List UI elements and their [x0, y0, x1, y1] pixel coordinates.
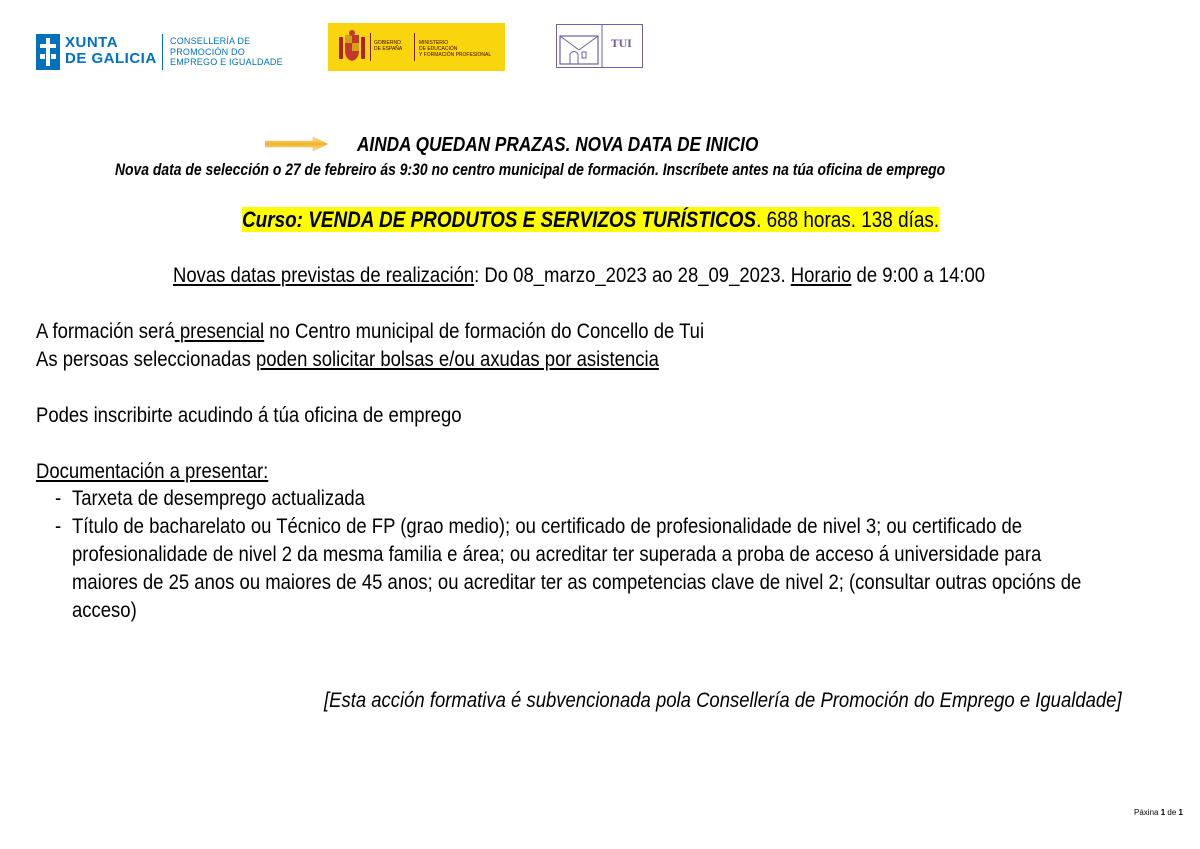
list-item [72, 484, 365, 512]
dates-line [173, 263, 985, 288]
ministerio-text [419, 40, 491, 58]
list-item-line: acceso) [72, 598, 137, 622]
conselleria-line-2: PROMOCIÓN DO [170, 46, 245, 57]
info-line-presencial [36, 319, 704, 344]
ministerio-line-3: Y FORMACIÓN PROFESIONAL [419, 52, 492, 58]
horario-value: de 9:00 a 14:00 [851, 263, 986, 287]
notice-subtitle: Nova data de selección o 27 de febreiro ás 9:30 no centro municipal de formación. Inscríbete antes na túa oficina de emprego [115, 161, 946, 179]
page-prefix: Páxina [1134, 808, 1161, 817]
gobierno-line-1: GOBIERNO [374, 40, 401, 46]
info-line1-b: presencial [174, 319, 265, 343]
page-total: 1 [1178, 808, 1183, 817]
page-number [1134, 808, 1183, 817]
notice-title: AINDA QUEDAN PRAZAS. NOVA DATA DE INICIO [357, 134, 759, 156]
conselleria-logo-text [170, 36, 283, 68]
list-item [72, 512, 1081, 624]
info-line-bolsas [36, 347, 659, 372]
list-item-line: maiores de 25 anos ou maiores de 45 anos; ou acreditar ter as competencias clave de nivel 2; (consultar outras opcións de [72, 570, 1082, 594]
list-item-line: profesionalidade de nivel 2 da mesma familia e área; ou acreditar ter superada a proba de acceso á universidade para [72, 542, 1042, 566]
conselleria-line-1: CONSELLERÍA DE [170, 36, 251, 46]
dates-label: Novas datas previstas de realización [173, 263, 475, 287]
info-line1-a: A formación será [36, 319, 175, 343]
list-item-line: Tarxeta de desemprego actualizada [72, 486, 365, 510]
page-sep: de [1165, 808, 1179, 817]
ministerio-divider [414, 33, 415, 61]
list-bullet: - [55, 486, 62, 510]
xunta-cross-icon [36, 34, 60, 70]
list-bullet: - [55, 514, 62, 538]
info-line2-b: poden solicitar bolsas e/ou axudas por asistencia [255, 347, 659, 371]
horario-label: Horario [790, 263, 852, 287]
list-item-line: Título de bacharelato ou Técnico de FP (grao medio); ou certificado de profesionalidade de nivel 3; ou certificado de [72, 514, 1023, 538]
course-details: . 688 horas. 138 días. [756, 207, 940, 232]
gobierno-divider [370, 33, 371, 61]
logo-divider [162, 34, 163, 70]
info-line-inscribirte: Podes inscribirte acudindo á túa oficina de emprego [36, 403, 462, 427]
info-line1-c: no Centro municipal de formación do Concello de Tui [264, 319, 705, 343]
gobierno-text [374, 40, 402, 52]
xunta-line-2: DE GALICIA [65, 50, 157, 67]
conselleria-line-3: EMPREGO E IGUALDADE [170, 57, 283, 67]
dates-range: : Do 08_marzo_2023 ao 28_09_2023. [474, 263, 791, 287]
course-highlight [242, 207, 939, 232]
documentation-heading: Documentación a presentar: [36, 459, 269, 483]
page-current: 1 [1160, 808, 1166, 817]
course-name: Curso: VENDA DE PRODUTOS E SERVIZOS TURÍSTICOS [242, 207, 757, 232]
info-line2-a: As persoas seleccionadas [36, 347, 256, 371]
xunta-logo-text [65, 35, 157, 67]
spain-coat-of-arms-icon [337, 29, 367, 65]
ministerio-line-2: DE EDUCACIÓN [419, 46, 458, 52]
gobierno-line-2: DE ESPAÑA [374, 46, 403, 52]
subsidy-note: [Esta acción formativa é subvencionada pola Consellería de Promoción do Emprego e Igualdade] [324, 688, 1122, 712]
course-line [242, 207, 939, 233]
xunta-line-1: XUNTA [65, 34, 119, 51]
tui-label: TUI [611, 39, 632, 50]
arrow-right-icon [265, 136, 329, 152]
ministerio-line-1: MINISTERIO [419, 40, 449, 46]
